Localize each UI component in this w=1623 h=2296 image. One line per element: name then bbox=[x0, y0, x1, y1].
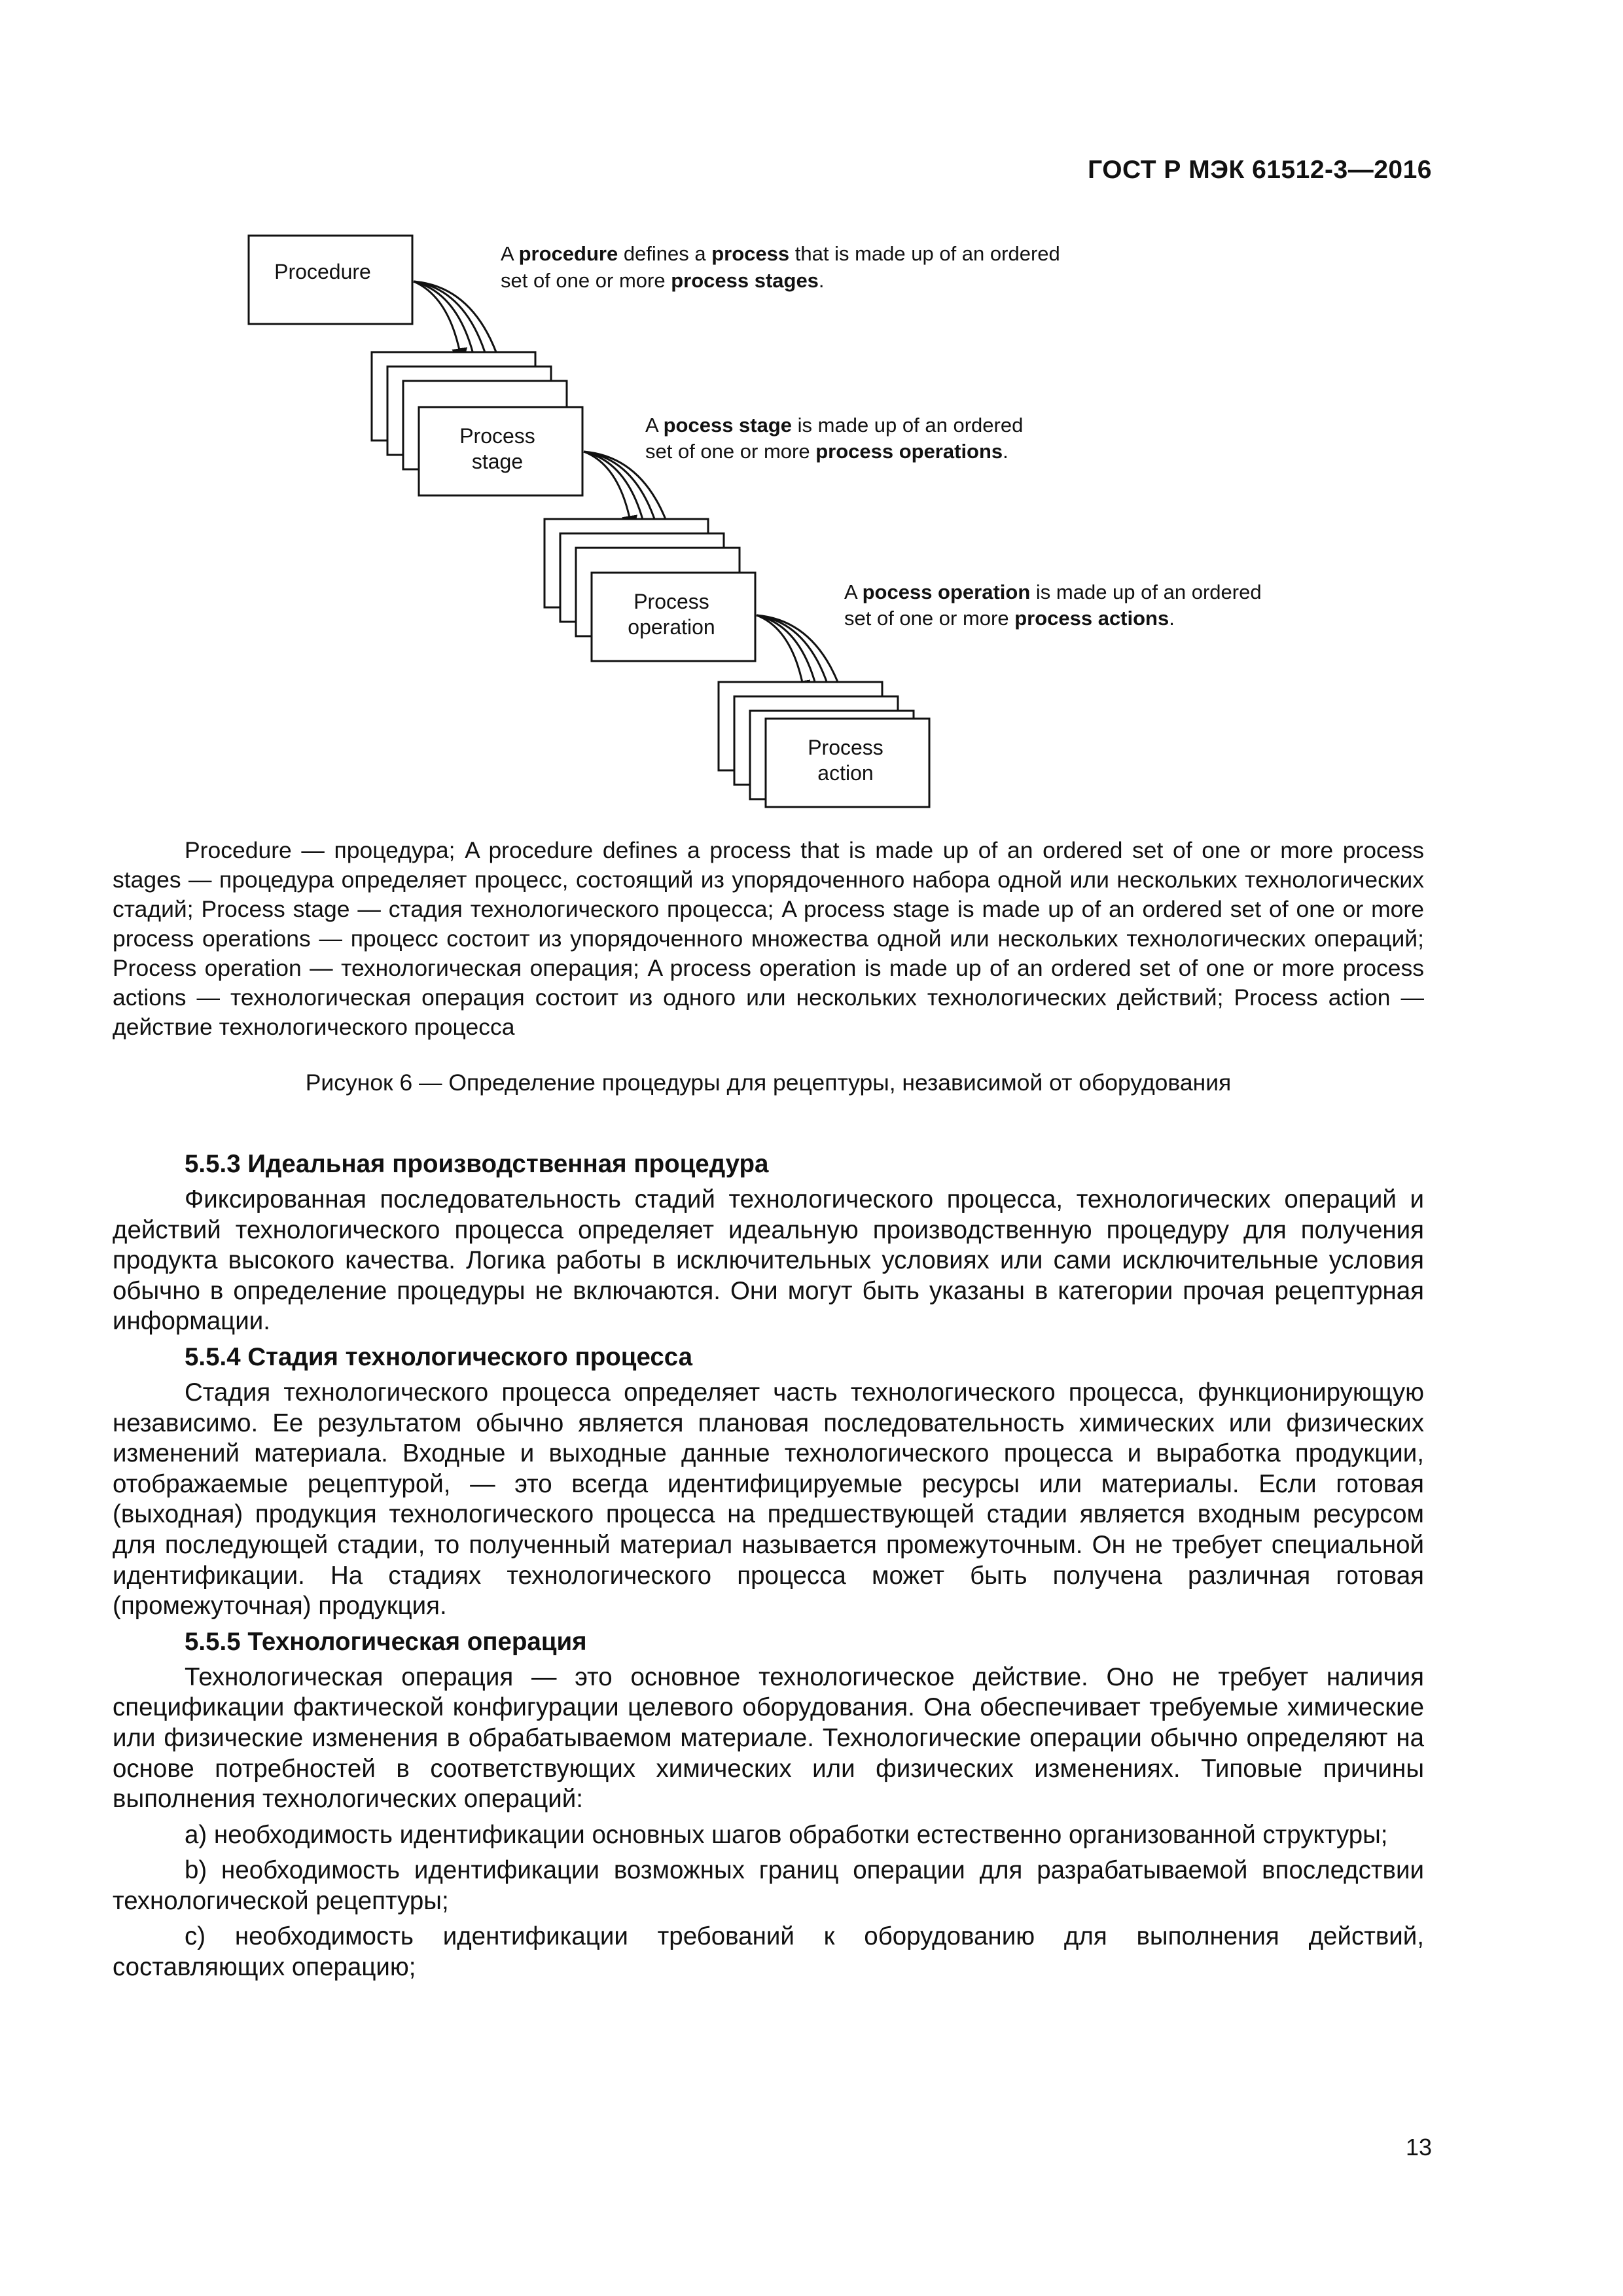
process-operation-label-1: Process bbox=[633, 590, 709, 613]
process-operation-label-2: operation bbox=[628, 615, 715, 639]
stage-note-line1: A pocess stage is made up of an ordered bbox=[645, 414, 1024, 437]
operation-note-line2: set of one or more process actions. bbox=[844, 607, 1175, 630]
section-heading: 5.5.3 Идеальная производственная процедура bbox=[185, 1150, 769, 1178]
process-action-label-2: action bbox=[817, 761, 874, 785]
document-header: ГОСТ Р МЭК 61512-3—2016 bbox=[1088, 156, 1432, 184]
paragraph: Фиксированная последовательность стадий технологического процесса, технологических операций и действий технологического процесса определяет идеальную производственную процедуру для получения продукта высокого качества. Логика работы в исключительных условиях или сами исключительные условия обычно в определение процедуры не включаются. Они могут быть указаны в категории прочая рецептурная информации. bbox=[113, 1185, 1424, 1336]
paragraph: Стадия технологического процесса определяет часть технологического процесса, функционирующую независимо. Ее результатом обычно является плановая последовательность химических или физических изменений материала. Входные и выходные данные технологического процесса и выработка продукции, отображаемые рецептурой, — это всегда идентифицируемые ресурсы или материалы. Если готовая (выходная) продукция технологического процесса на предшествующей стадии является входным ресурсом для последующей стадии, то полученный материал называется промежуточным. Он не требует специальной идентификации. На стадиях технологического процесса может быть получена различная готовая (промежуточная) продукция. bbox=[113, 1378, 1424, 1621]
procedure-note-line1: A procedure defines a process that is made up of an ordered bbox=[501, 242, 1060, 265]
document-body bbox=[113, 1144, 1424, 1983]
paragraph: Технологическая операция — это основное технологическое действие. Оно не требует наличия спецификации фактической конфигурации целевого оборудования. Она обеспечивает требуемые химические или физические изменения в обрабатываемом материале. Технологические операции обычно определяют на основе потребностей в соответствующих химических или физических изменениях. Типовые причины выполнения технологических операций: bbox=[113, 1662, 1424, 1814]
section-heading: 5.5.5 Технологическая операция bbox=[185, 1627, 587, 1656]
stage-note-line2: set of one or more process operations. bbox=[645, 440, 1008, 463]
figure-caption: Рисунок 6 — Определение процедуры для рецептуры, независимой от оборудования bbox=[305, 1069, 1232, 1096]
process-stage-label-2: stage bbox=[471, 450, 524, 473]
page-number: 13 bbox=[1405, 2134, 1432, 2161]
section-heading: 5.5.4 Стадия технологического процесса bbox=[185, 1342, 693, 1371]
procedure-hierarchy-diagram bbox=[0, 0, 1623, 851]
procedure-note-line2: set of one or more process stages. bbox=[501, 269, 825, 292]
procedure-box-label: Procedure bbox=[274, 260, 371, 283]
operation-note-line1: A pocess operation is made up of an ordered bbox=[844, 581, 1262, 603]
figure-legend bbox=[113, 836, 1424, 1042]
process-stage-label-1: Process bbox=[459, 424, 535, 448]
process-action-label-1: Process bbox=[808, 736, 883, 759]
list-item: c) необходимость идентификации требований к оборудованию для выполнения действий, составляющих операцию; bbox=[113, 1922, 1424, 1982]
list-item: a) необходимость идентификации основных шагов обработки естественно организованной структуры; bbox=[185, 1820, 1388, 1849]
list-item: b) необходимость идентификации возможных границ операции для разрабатываемой впоследствии технологической рецептуры; bbox=[113, 1856, 1424, 1915]
legend-text: Procedure — процедура; A procedure defines a process that is made up of an ordered set of one or more process stages — процедура определяет процесс, состоящий из упорядоченного набора одной или нескольких технологических стадий; Process stage — стадия технологического процесса; A process stage is made up of an ordered set of one or more process operations — процесс состоит из упорядоченного множества одной или нескольких технологических операций; Process operation — технологическая операция; A process operation is made up of an ordered set of one or more process actions — технологическая операция состоит из одного или нескольких технологических действий; Process action — действие технологического процесса bbox=[113, 837, 1424, 1040]
